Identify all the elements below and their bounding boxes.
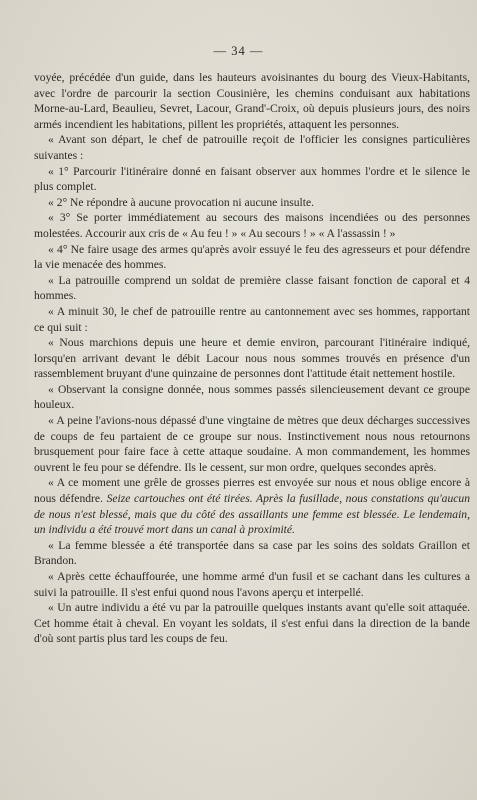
paragraph-12-roman: « A ce moment une grêle de grosses pierres est envoyée sur nous et nous oblige encore à nous défendre.: [34, 476, 470, 506]
paragraph-15: « Un autre individu a été vu par la patrouille quelques instants avant qu'elle soit attaquée. Cet homme était à cheval. En voyant les soldats, il s'est enfui dans la direction de la bande d'où sont partis plus tard les coups de feu.: [34, 601, 470, 646]
paragraph-12: [34, 475, 470, 537]
paragraph-6: « 4° Ne faire usage des armes qu'après avoir essuyé le feu des agresseurs et pour défendre la vie menacée des hommes.: [34, 242, 470, 272]
paragraph-3: « 1° Parcourir l'itinéraire donné en faisant observer aux hommes l'ordre et le silence le plus complet.: [34, 164, 470, 194]
paragraph-5: « 3° Se porter immédiatement au secours des maisons incendiées ou des personnes molestées. Accourir aux cris de « Au feu ! » « Au secours ! » « A l'assassin ! »: [34, 211, 470, 240]
paragraph-13: « La femme blessée a été transportée dans sa case par les soins des soldats Graillon et Brandon.: [34, 538, 470, 568]
paragraph-2: « Avant son départ, le chef de patrouille reçoit de l'officier les consignes particulières suivantes :: [34, 133, 470, 162]
paragraph-14: « Après cette échauffourée, une homme armé d'un fusil et se cachant dans les cultures a suivi la patrouille. Il s'est enfui quond nous l'avons aperçu et interpellé.: [34, 570, 470, 599]
paragraph-8: « A minuit 30, le chef de patrouille rentre au cantonnement avec ses hommes, rapportant ce qui suit :: [34, 304, 470, 334]
paragraph-1: voyée, précédée d'un guide, dans les hauteurs avoisinantes du bourg des Vieux-Habitants, avec l'ordre de parcourir la section Cousinière, les chemins conduisant aux habitations Morne-au-Lard, Beaulieu, Sevret, Lacour, Grand'-Croix, où depuis plusieurs jours, des noirs armés incendient les habitations, pillent les propriétés, attaquent les personnes.: [34, 71, 470, 131]
paragraph-12-italic: Seize cartouches ont été tirées. Après la fusillade, nous constations qu'aucun de nous n'est blessé, mais que du côté des assaillants une femme est blessée. Le lendemain, un individu a été trouvé mort dans un canal à proximité.: [34, 492, 471, 537]
page-number: — 34 —: [213, 44, 264, 58]
paragraph-7: « La patrouille comprend un soldat de première classe faisant fonction de caporal et 4 hommes.: [34, 273, 470, 303]
paragraph-10: « Observant la consigne donnée, nous sommes passés silencieusement devant ce groupe houleux.: [34, 382, 470, 412]
paragraph-4: « 2° Ne répondre à aucune provocation ni aucune insulte.: [48, 195, 315, 209]
paragraph-11: « A peine l'avions-nous dépassé d'une vingtaine de mètres que deux décharges successives de coups de feu partaient de ce groupe sur nous. Instinctivement nous nous retournons brusquement pour faire face à cette attaque soudaine. A mon commandement, les hommes ouvrent le feu pour se défendre. Ils le cessent, sur mon ordre, quelques secondes après.: [34, 414, 470, 474]
paragraph-9: « Nous marchions depuis une heure et demie environ, parcourant l'itinéraire indiqué, lorsqu'en arrivant devant le débit Lacour nous nous sommes trouvés en présence d'un rassemblement bruyant d'une quinzaine de personnes dont l'attitude était nettement hostile.: [34, 336, 470, 381]
body-text: [34, 70, 470, 647]
